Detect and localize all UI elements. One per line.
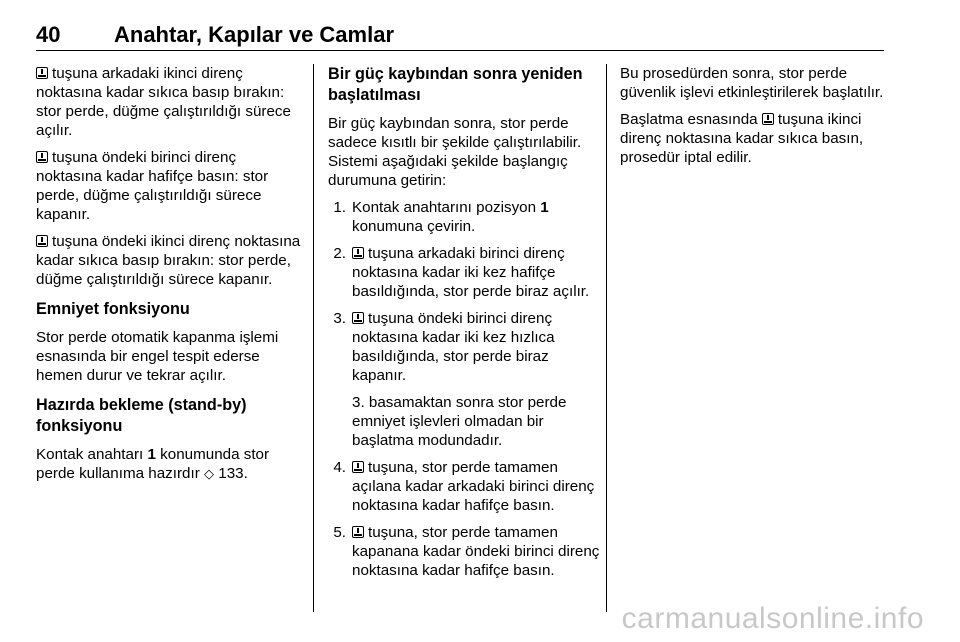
page-reference[interactable]: 133. — [218, 465, 248, 482]
paragraph: tuşuna öndeki ikinci direnç noktasına kadar sıkıca basıp bırakın: stor perde, düğme çalıştırıldığı sürece kapanır. — [36, 233, 301, 288]
sunblind-button-icon — [36, 151, 48, 163]
sunblind-button-icon — [36, 235, 48, 247]
list-item: 5. tuşuna, stor perde tamamen kapanana kadar öndeki birinci direnç noktasına kadar hafifçe basın. — [333, 524, 600, 579]
column-3 — [620, 64, 888, 175]
step-list — [328, 198, 602, 580]
paragraph: tuşuna öndeki birinci direnç noktasına kadar hafifçe basın: stor perde, düğme çalıştırıldığı sürece kapanır. — [36, 149, 269, 223]
heading-standby-function: Hazırda bekleme (stand-by) fonksiyonu — [36, 396, 247, 435]
cross-reference-icon: ◇ — [204, 466, 215, 481]
watermark: carmanualsonline.info — [621, 602, 924, 635]
page-header — [36, 18, 884, 51]
paragraph: Bu prosedürden sonra, stor perde güvenlik işlevi etkinleştirilerek başlatılır. — [620, 65, 884, 101]
sunblind-button-icon — [762, 113, 774, 125]
paragraph: Kontak anahtarı 1 konumunda stor perde kullanıma hazırdır ◇ 133. — [36, 446, 270, 482]
column-divider — [606, 64, 607, 612]
paragraph: tuşuna arkadaki ikinci direnç noktasına kadar sıkıca basıp bırakın: stor perde, düğme çalıştırıldığı sürece açılır. — [36, 65, 291, 139]
chapter-title: Anahtar, Kapılar ve Camlar — [114, 22, 395, 47]
list-item: 2. tuşuna arkadaki birinci direnç noktasına kadar iki kez hafifçe basıldığında, stor perde biraz açılır. — [333, 245, 590, 300]
sunblind-button-icon — [352, 247, 364, 259]
column-2 — [328, 64, 602, 588]
sunblind-button-icon — [36, 67, 48, 79]
heading-restart: Bir güç kaybından sonra yeniden başlatılması — [328, 65, 583, 104]
heading-safety-function: Emniyet fonksiyonu — [36, 300, 190, 318]
paragraph: Bir güç kaybından sonra, stor perde sadece kısıtlı bir şekilde çalıştırılabilir. Sistemi aşağıdaki şekilde başlangıç durumuna getirin: — [328, 115, 582, 189]
paragraph: Stor perde otomatik kapanma işlemi esnasında bir engel tespit ederse hemen durur ve tekrar açılır. — [36, 329, 279, 384]
paragraph: Başlatma esnasında tuşuna ikinci direnç noktasına kadar sıkıca basın, prosedür iptal edilir. — [620, 111, 864, 166]
page-number: 40 — [36, 22, 61, 47]
column-divider — [313, 64, 314, 612]
sunblind-button-icon — [352, 526, 364, 538]
list-item: 1. Kontak anahtarını pozisyon 1 konumuna çevirin. — [333, 199, 549, 235]
sunblind-button-icon — [352, 312, 364, 324]
column-1 — [36, 64, 304, 491]
list-item: 3. tuşuna öndeki birinci direnç noktasına kadar iki kez hızlıca basıldığında, stor perde biraz kapanır. 3. basamaktan sonra stor perde emniyet işlevleri olmadan bir başlatma modundadır. — [333, 310, 567, 449]
list-item: 4. tuşuna, stor perde tamamen açılana kadar arkadaki birinci direnç noktasına kadar hafifçe basın. — [333, 459, 595, 514]
sunblind-button-icon — [352, 461, 364, 473]
